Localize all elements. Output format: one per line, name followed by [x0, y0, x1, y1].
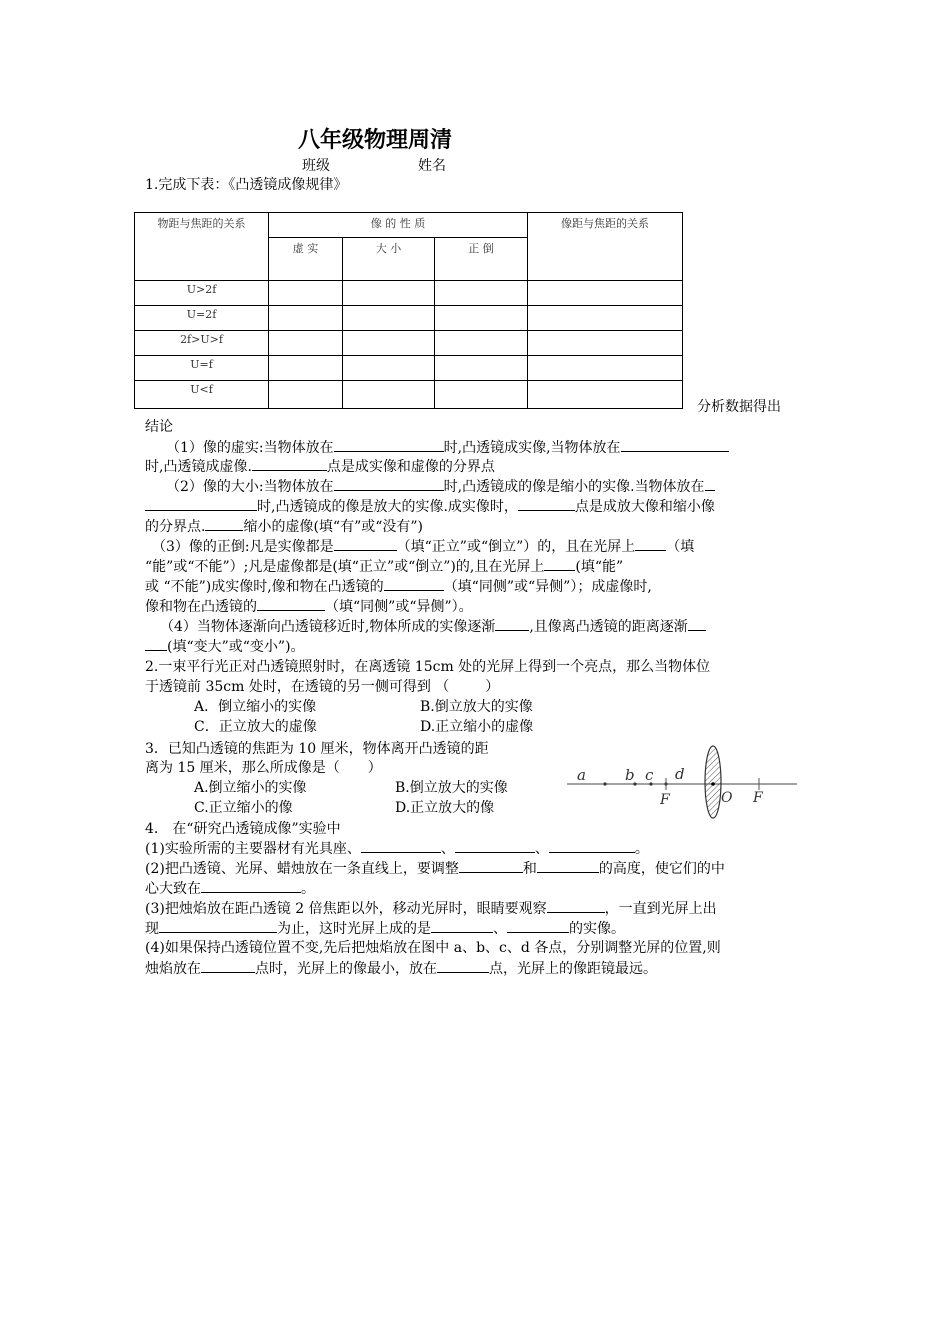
blank[interactable]	[547, 899, 605, 913]
text: （填“正立”或“倒立”）的，且在光屏上	[396, 539, 636, 555]
text: 时,凸透镜成的像是放大的实像.成实像时，	[257, 499, 518, 515]
q3-option-b: B.倒立放大的实像	[395, 780, 508, 796]
answer-cell[interactable]	[269, 381, 343, 409]
blank[interactable]	[507, 919, 569, 933]
text: 、	[534, 841, 549, 857]
text: 点时，光屏上的像最小，放在	[255, 961, 437, 977]
text: 像和物在凸透镜的	[145, 599, 257, 615]
table-row	[135, 331, 683, 356]
text: ）	[367, 760, 382, 776]
text: 或 “不能”)成实像时,像和物在凸透镜的	[145, 579, 384, 595]
row-label: 2f>U>f	[135, 331, 269, 356]
answer-cell[interactable]	[269, 356, 343, 381]
blank[interactable]	[334, 477, 444, 491]
text: 的实像。	[569, 921, 625, 937]
q2-option-c: C．正立放大的虚像	[194, 719, 317, 735]
table-row	[135, 281, 683, 306]
answer-cell[interactable]	[528, 356, 683, 381]
text: 时,凸透镜成的像是缩小的实像.当物体放在	[443, 479, 705, 495]
text: 的分界点.	[145, 519, 206, 535]
q4-part4-line1: (4)如果保持凸透镜位置不变,先后把烛焰放在图中 a、b、c、d 各点，分别调整光屏的位置,则	[145, 940, 721, 956]
label-c: c	[645, 766, 654, 784]
blank[interactable]	[518, 497, 575, 511]
blank[interactable]	[145, 497, 257, 511]
header-image-distance: 像距与焦距的关系	[528, 213, 683, 281]
answer-cell[interactable]	[435, 331, 528, 356]
answer-cell[interactable]	[528, 306, 683, 331]
label-d: d	[675, 765, 685, 783]
text: 。	[634, 841, 649, 857]
q3-option-a: A.倒立缩小的实像	[194, 780, 307, 796]
blank[interactable]	[159, 919, 277, 933]
blank[interactable]	[635, 537, 666, 551]
q3-stem-line1: 3．已知凸透镜的焦距为 10 厘米，物体离开凸透镜的距	[145, 741, 489, 757]
blank[interactable]	[537, 859, 599, 873]
q1-part4-line2	[145, 637, 305, 657]
q1-part3-line3	[145, 577, 652, 597]
label-O: O	[721, 790, 733, 806]
answer-cell[interactable]	[435, 306, 528, 331]
answer-cell[interactable]	[435, 356, 528, 381]
page-title: 八年级物理周清	[298, 128, 453, 153]
blank[interactable]	[361, 839, 441, 853]
answer-cell[interactable]	[343, 381, 435, 409]
q1-part3-line1	[152, 537, 694, 557]
q4-part3-line2	[145, 919, 625, 939]
blank[interactable]	[688, 617, 706, 631]
text: 。	[301, 881, 315, 897]
text: 点，光屏上的像距镜最远。	[489, 961, 657, 977]
text: （填	[666, 539, 695, 555]
row-label: U<f	[135, 381, 269, 409]
blank[interactable]	[252, 457, 327, 471]
text: 点是成实像和虚像的分界点	[326, 459, 495, 475]
text: 烛焰放在	[145, 961, 201, 977]
q2-option-b: B.倒立放大的实像	[420, 699, 533, 715]
text: 和	[522, 861, 537, 877]
text: (填“能”	[575, 559, 624, 575]
q4-part1	[145, 839, 649, 859]
blank[interactable]	[549, 839, 635, 853]
answer-cell[interactable]	[435, 281, 528, 306]
text: (3)把烛焰放在距凸透镜 2 倍焦距以外，移动光屏时，眼睛要观察	[145, 901, 547, 917]
imaging-table	[134, 212, 683, 409]
q4-part3-line1	[145, 899, 717, 919]
q4-part2-line1	[145, 859, 725, 879]
text: 时,凸透镜成虚像.	[145, 459, 252, 475]
q1-part3-line4	[145, 597, 473, 617]
answer-cell[interactable]	[269, 281, 343, 306]
q2-stem-line2	[145, 678, 499, 697]
text: ）	[485, 679, 500, 695]
row-label: U=2f	[135, 306, 269, 331]
blank[interactable]	[455, 839, 535, 853]
table-row	[135, 356, 683, 381]
q1-part1-line2	[145, 457, 495, 477]
q1-part2-line3	[145, 517, 423, 537]
blank[interactable]	[334, 438, 444, 452]
header-object-distance: 物距与焦距的关系	[135, 213, 269, 281]
answer-cell[interactable]	[528, 381, 683, 409]
text: （填“同侧”或“异侧”）；成虚像时,	[443, 579, 652, 595]
blank[interactable]	[544, 557, 575, 571]
text: 于透镜前 35cm 处时，在透镜的另一侧可得到 （	[145, 679, 450, 695]
optical-center	[711, 782, 715, 786]
text: （1）像的虚实:当物体放在	[166, 440, 334, 456]
text: (2)把凸透镜、光屏、蜡烛放在一条直线上，要调整	[145, 861, 459, 877]
point-a	[603, 782, 606, 785]
text: 点是成放大像和缩小像	[574, 499, 715, 515]
table-row	[135, 381, 683, 409]
text: 心大致在	[145, 881, 201, 897]
text: 、	[440, 841, 455, 857]
q4-part4-line2	[145, 959, 657, 979]
row-label: U=f	[135, 356, 269, 381]
blank[interactable]	[431, 919, 493, 933]
text: (填“变大”或“变小”)。	[167, 639, 305, 655]
text: （3）像的正倒:凡是实像都是	[152, 539, 334, 555]
blank[interactable]	[201, 959, 255, 973]
q1-part1-line1	[166, 438, 729, 458]
text: “能”或“不能”）;凡是虚像都是(填“正立”或“倒立”)的,且在光屏上	[145, 559, 545, 575]
text: 的高度，使它们的中	[598, 861, 725, 877]
blank[interactable]	[205, 517, 243, 531]
subheader-orientation: 正 倒	[435, 238, 528, 281]
blank[interactable]	[145, 637, 167, 651]
q4-part2-line2	[145, 879, 315, 899]
q1-part2-line2	[145, 497, 715, 517]
blank[interactable]	[621, 438, 729, 452]
text: （填“同侧”或“异侧”）。	[325, 599, 473, 615]
text: 缩小的虚像(填“有”或“没有”)	[243, 519, 424, 535]
text: 为止，这时光屏上成的是	[277, 921, 431, 937]
lens-diagram	[563, 742, 799, 824]
q1-part4-line1	[160, 617, 706, 637]
header-image-nature: 像 的 性 质	[269, 213, 528, 238]
text: （4）当物体逐渐向凸透镜移近时,物体所成的实像逐渐	[160, 619, 496, 635]
answer-cell[interactable]	[343, 356, 435, 381]
q1-part3-line2	[145, 557, 623, 577]
q2-option-d: D.正立缩小的虚像	[420, 719, 534, 735]
label-F-left: F	[660, 792, 670, 808]
label-a: a	[577, 766, 586, 784]
text: ，一直到光屏上出	[604, 901, 717, 917]
subheader-size: 大 小	[343, 238, 435, 281]
label-b: b	[625, 766, 635, 784]
text: 、	[493, 921, 507, 937]
answer-cell[interactable]	[528, 331, 683, 356]
q3-option-c: C.正立缩小的像	[194, 800, 293, 816]
blank[interactable]	[257, 597, 325, 611]
answer-cell[interactable]	[343, 281, 435, 306]
text: 现	[145, 921, 159, 937]
blank[interactable]	[384, 577, 444, 591]
blank[interactable]	[201, 879, 301, 893]
convex-lens-icon	[705, 746, 721, 818]
answer-cell[interactable]	[343, 331, 435, 356]
q3-option-d: D.正立放大的像	[395, 800, 495, 816]
q3-stem-line2	[145, 759, 382, 778]
blank[interactable]	[705, 477, 715, 491]
q2-option-a: A．倒立缩小的实像	[194, 699, 317, 715]
q2-stem-line1: 2.一束平行光正对凸透镜照射时，在离透镜 15cm 处的光屏上得到一个亮点，那么当物体位	[145, 659, 711, 675]
text: ,且像离凸透镜的距离逐渐	[529, 619, 688, 635]
q1-heading: 1.完成下表：《凸透镜成像规律》	[145, 177, 348, 193]
answer-cell[interactable]	[343, 306, 435, 331]
q1-part2-line1	[166, 477, 715, 497]
text: 时,凸透镜成实像,当物体放在	[443, 440, 621, 456]
blank[interactable]	[459, 859, 523, 873]
conclusion-text: 结论	[145, 419, 173, 435]
subheader-real-virtual: 虚 实	[269, 238, 343, 281]
blank[interactable]	[334, 537, 397, 551]
answer-cell[interactable]	[435, 381, 528, 409]
text: （2）像的大小:当物体放在	[166, 479, 334, 495]
class-label: 班级	[302, 158, 330, 174]
row-label: U>2f	[135, 281, 269, 306]
table-row	[135, 306, 683, 331]
answer-cell[interactable]	[269, 331, 343, 356]
q4-heading: 4. 在“研究凸透镜成像”实验中	[145, 821, 341, 837]
text: 离为 15 厘米，那么所成像是（	[145, 760, 340, 776]
answer-cell[interactable]	[528, 281, 683, 306]
label-F-right: F	[753, 790, 763, 806]
name-label: 姓名	[418, 158, 446, 174]
answer-cell[interactable]	[269, 306, 343, 331]
conclusion-text: 分析数据得出	[697, 399, 781, 415]
blank[interactable]	[495, 617, 529, 631]
blank[interactable]	[437, 959, 489, 973]
text: (1)实验所需的主要器材有光具座、	[145, 841, 361, 857]
